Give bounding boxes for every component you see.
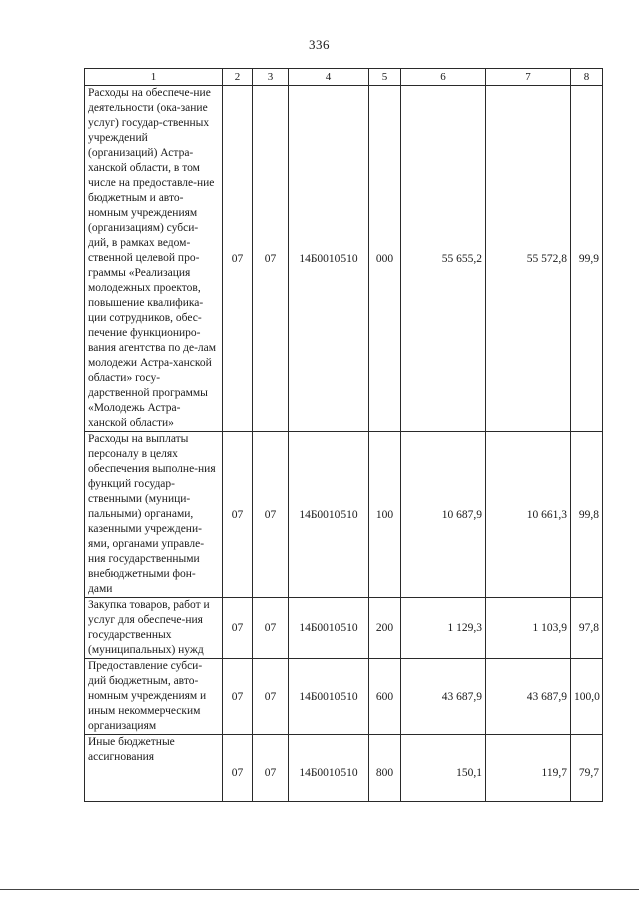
row-section: 07 [223, 598, 253, 659]
table-row [85, 659, 603, 735]
row-description: Закупка товаров, работ и услуг для обеспече-ния государственных (муниципальных) нужд [85, 598, 223, 659]
row-expense-type: 200 [369, 598, 401, 659]
table-row [85, 735, 603, 802]
row-subsection: 07 [253, 432, 289, 598]
table-row [85, 86, 603, 432]
row-target-code: 14Б0010510 [289, 432, 369, 598]
row-approved-amount: 43 687,9 [401, 659, 486, 735]
row-subsection: 07 [253, 598, 289, 659]
row-approved-amount: 55 655,2 [401, 86, 486, 432]
row-target-code: 14Б0010510 [289, 598, 369, 659]
header-col-6: 6 [401, 69, 486, 86]
row-executed-amount: 43 687,9 [486, 659, 571, 735]
row-target-code: 14Б0010510 [289, 735, 369, 802]
row-percent: 100,0 [571, 659, 603, 735]
row-executed-amount: 119,7 [486, 735, 571, 802]
table-row [85, 598, 603, 659]
row-percent: 97,8 [571, 598, 603, 659]
row-expense-type: 600 [369, 659, 401, 735]
row-expense-type: 100 [369, 432, 401, 598]
header-col-3: 3 [253, 69, 289, 86]
page-number: 336 [309, 37, 330, 52]
row-executed-amount: 1 103,9 [486, 598, 571, 659]
row-approved-amount: 1 129,3 [401, 598, 486, 659]
page-bottom-rule [0, 889, 639, 890]
header-row [85, 69, 603, 86]
row-approved-amount: 10 687,9 [401, 432, 486, 598]
header-col-8: 8 [571, 69, 603, 86]
row-section: 07 [223, 659, 253, 735]
row-subsection: 07 [253, 735, 289, 802]
row-subsection: 07 [253, 86, 289, 432]
header-col-7: 7 [486, 69, 571, 86]
row-percent: 99,9 [571, 86, 603, 432]
header-col-5: 5 [369, 69, 401, 86]
budget-table [84, 68, 603, 802]
table-row [85, 432, 603, 598]
row-executed-amount: 10 661,3 [486, 432, 571, 598]
row-description: Расходы на обеспече-ние деятельности (ока-зание услуг) государ-ственных учреждений (организаций) Астра-ханской области, в том числе на предоставле-ние бюджетным и авто-номным учреждениям (организациям) субси-дий, в рамках ведом-ственной целевой про-граммы «Реализация молодежных проектов, повышение квалифика-ции сотрудников, обес-печение функциониро-вания агентства по де-лам молодежи Астра-ханской области» госу-дарственной программы «Молодежь Астра-ханской области» [85, 86, 223, 432]
header-col-1: 1 [85, 69, 223, 86]
header-col-4: 4 [289, 69, 369, 86]
row-description: Предоставление субси-дий бюджетным, авто-номным учреждениям и иным некоммерческим организациям [85, 659, 223, 735]
row-approved-amount: 150,1 [401, 735, 486, 802]
row-percent: 99,8 [571, 432, 603, 598]
row-section: 07 [223, 735, 253, 802]
row-subsection: 07 [253, 659, 289, 735]
row-expense-type: 800 [369, 735, 401, 802]
row-section: 07 [223, 432, 253, 598]
row-percent: 79,7 [571, 735, 603, 802]
row-target-code: 14Б0010510 [289, 659, 369, 735]
row-executed-amount: 55 572,8 [486, 86, 571, 432]
row-section: 07 [223, 86, 253, 432]
row-expense-type: 000 [369, 86, 401, 432]
header-col-2: 2 [223, 69, 253, 86]
row-description: Расходы на выплаты персоналу в целях обеспечения выполне-ния функций государ-ственными (муници-пальными) органами, казенными учреждени-ями, органами управле-ния государственными внебюджетными фон-дами [85, 432, 223, 598]
row-description: Иные бюджетные ассигнования [85, 735, 223, 802]
row-target-code: 14Б0010510 [289, 86, 369, 432]
